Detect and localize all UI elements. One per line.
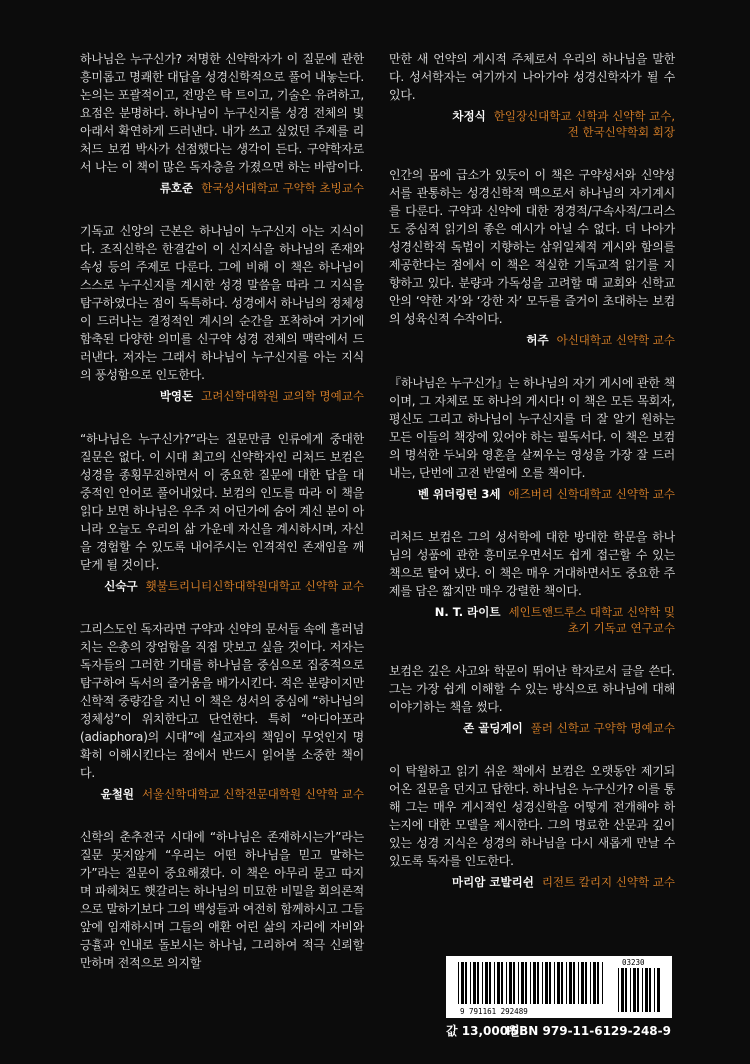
endorser-name: 존 골딩게이 bbox=[463, 721, 523, 735]
endorsement-text: 리처드 보컴은 그의 성서학에 대한 방대한 학문을 하나님의 성품에 관한 흥미로우면서도 쉽게 접근할 수 있는 책으로 탈여 냈다. 이 책은 매우 거대하면서도 중요한 주제를 담은 짧지만 매우 강렬한 책이다. bbox=[389, 530, 675, 598]
barcode-bar bbox=[645, 968, 648, 1012]
endorsement-attribution bbox=[389, 720, 675, 736]
endorser-name: 류호준 bbox=[159, 181, 194, 195]
endorsement-text: 인간의 몸에 급소가 있듯이 이 책은 구약성서와 신약성서를 관통하는 성경신학적 맥으로서 하나님의 자기계시를 다룬다. 구약과 신약에 대한 정경적/구속사적/그리스도 중심적 읽기의 좋은 예시가 아닐 수 없다. 더 나아가 성경신학적 독법이 지향하는 삼위일체적 게시와 함의를 제공한다는 점에서 이 책은 적실한 기독교적 읽기를 지향하고 있다. 분량과 가독성을 고려할 때 교회와 신학교 안의 ‘약한 자’와 ‘강한 자’ 모두를 즐거이 초대하는 보컴의 성육신적 수작이다. bbox=[389, 168, 675, 326]
barcode-bar bbox=[590, 962, 591, 1004]
endorsement-attribution bbox=[80, 578, 364, 594]
price-line bbox=[389, 1022, 675, 1040]
endorsement-text: 그리스도인 독자라면 구약과 신약의 문서들 속에 흘러넘치는 은총의 장엄함을 직접 맛보고 싶을 것이다. 저자는 독자들의 그러한 기대를 하나님을 중심으로 집중적으로 탐구하여 독서의 즐거움을 배가시킨다. 적은 분량이지만 신학적 중량감을 지닌 이 책은 성서의 중심에 “하나님의 정체성”이 위치한다고 단언한다. 특히 “아디아포라(adiaphora)의 시대”에 설교자의 책임이 무엇인지 명확히 이해시킨다는 점에서 반드시 읽어볼 소중한 책이다. bbox=[80, 622, 364, 780]
endorsement bbox=[389, 50, 675, 140]
barcode-digits: 9 791161 292489 bbox=[460, 1007, 528, 1016]
isbn: ISBN 979-11-6129-248-9 bbox=[506, 1024, 671, 1038]
barcode-bar bbox=[513, 962, 515, 1004]
barcode-bar bbox=[637, 968, 639, 1012]
endorser-title: 한국성서대학교 구약학 초빙교수 bbox=[201, 181, 364, 195]
endorser-title: 풀러 신학교 구약학 명예교수 bbox=[530, 721, 675, 735]
endorsement-attribution bbox=[389, 874, 675, 890]
endorser-name: 마리암 코발리쉰 bbox=[452, 875, 534, 889]
endorsement-text: 이 탁월하고 읽기 쉬운 책에서 보컴은 오랫동안 제기되어온 질문을 던지고 답한다. 하나님은 누구신가? 이를 통해 그는 매우 게시적인 성경신학을 어떻게 전개해야 하는지에 대한 모델을 제시한다. 그의 명료한 산문과 깊이 있는 성경 지식은 성경의 하나님을 다시 새롭게 만날 수 있도록 독자를 인도한다. bbox=[389, 764, 675, 868]
barcode-bar bbox=[494, 962, 495, 1004]
endorsement-text: 하나님은 누구신가? 저명한 신약학자가 이 질문에 관한 흥미롭고 명쾌한 대답을 성경신학적으로 풀어 내놓는다. 논의는 포괄적이고, 전망은 탁 트이고, 기술은 유려하고, 요점은 분명하다. 하나님이 누구신지를 성경 전체의 빛 아래서 확연하게 드러낸다. 내가 쓰고 싶었던 주제를 리처드 보컴 박사가 선점했다는 생각이 든다. 구약학자로서 나는 이 책이 많은 독자층을 가졌으면 하는 바람이다. bbox=[80, 52, 364, 174]
endorsement bbox=[80, 50, 364, 196]
barcode-bar bbox=[602, 962, 603, 1004]
right-column bbox=[389, 50, 675, 916]
endorser-title: 애즈버리 신학대학교 신약학 교수 bbox=[508, 487, 675, 501]
barcode-bar bbox=[642, 968, 643, 1012]
endorsement bbox=[389, 662, 675, 736]
endorser-title: 세인트앤드루스 대학교 신약학 및 bbox=[508, 605, 675, 619]
barcode-bar bbox=[525, 962, 527, 1004]
endorsement bbox=[389, 374, 675, 502]
barcode-bar bbox=[482, 962, 483, 1004]
endorsement-text: 『하나님은 누구신가』는 하나님의 자기 게시에 관한 책이며, 그 자체로 또 하나의 게시다! 이 책은 모든 목회자, 평신도 그리고 하나님이 누구신지를 더 잘 알기 원하는 모든 이들의 책장에 있어야 하는 필독서다. 이 책은 보컴의 명석한 두뇌와 영혼을 살찌우는 영성을 가장 잘 드러내는, 단번에 고전 반열에 오를 책이다. bbox=[389, 376, 675, 480]
barcode-bar bbox=[554, 962, 555, 1004]
endorser-title: 서울신학대학교 신학전문대학원 신약학 교수 bbox=[141, 787, 364, 801]
endorser-name: N. T. 라이트 bbox=[434, 605, 501, 619]
barcode-bar bbox=[581, 962, 584, 1004]
barcode-bar bbox=[557, 962, 560, 1004]
left-column bbox=[80, 50, 364, 998]
endorser-title: 한일장신대학교 신학과 신약학 교수, bbox=[493, 109, 675, 123]
endorsement bbox=[80, 828, 364, 972]
barcode-bar bbox=[461, 962, 464, 1004]
endorsement-attribution bbox=[80, 388, 364, 404]
barcode-bar bbox=[549, 962, 551, 1004]
endorser-title: 전 한국신약학회 회장 bbox=[567, 125, 675, 139]
endorser-title: 초기 기독교 연구교수 bbox=[567, 621, 675, 635]
endorser-name: 벤 위더링턴 3세 bbox=[417, 487, 501, 501]
barcode-bar bbox=[578, 962, 579, 1004]
barcode-bar bbox=[593, 962, 596, 1004]
barcode-bar bbox=[477, 962, 479, 1004]
barcode-bar bbox=[569, 962, 572, 1004]
endorser-name: 허주 bbox=[526, 333, 549, 347]
barcode-addon-bars bbox=[618, 968, 660, 1012]
endorsement bbox=[389, 528, 675, 636]
barcode-bar bbox=[485, 962, 488, 1004]
endorsement bbox=[80, 620, 364, 802]
endorsement-text: 만한 새 언약의 게시적 주체로서 우리의 하나님을 말한다. 성서학자는 여기까지 나아가야 성경신학자가 될 수 있다. bbox=[389, 52, 675, 102]
endorsement bbox=[389, 166, 675, 348]
barcode-bar bbox=[537, 962, 539, 1004]
barcode-bar bbox=[518, 962, 519, 1004]
barcode-bar bbox=[501, 962, 503, 1004]
endorsement-attribution bbox=[389, 108, 675, 140]
barcode-bar bbox=[657, 968, 660, 1012]
barcode-bar bbox=[573, 962, 575, 1004]
barcode-bar bbox=[470, 962, 471, 1004]
barcode-bar bbox=[509, 962, 512, 1004]
barcode-bar bbox=[618, 968, 619, 1012]
endorser-name: 박영돈 bbox=[159, 389, 194, 403]
barcode-addon-digits: 03230 bbox=[622, 958, 645, 967]
isbn-barcode bbox=[446, 956, 672, 1018]
endorsement-attribution bbox=[389, 486, 675, 502]
barcode-bar bbox=[473, 962, 476, 1004]
barcode-bar bbox=[530, 962, 531, 1004]
endorser-title: 고려신학대학원 교의학 명예교수 bbox=[201, 389, 364, 403]
endorsement-attribution bbox=[389, 604, 675, 636]
barcode-bar bbox=[521, 962, 524, 1004]
barcode-bar bbox=[649, 968, 651, 1012]
barcode-bar bbox=[633, 968, 636, 1012]
endorsement-attribution bbox=[80, 786, 364, 802]
barcode-bar bbox=[625, 968, 627, 1012]
endorsement-attribution bbox=[389, 332, 675, 348]
barcode-bar bbox=[458, 962, 459, 1004]
endorser-name: 신숙구 bbox=[104, 579, 138, 593]
barcode-bar bbox=[561, 962, 563, 1004]
barcode-bar bbox=[497, 962, 500, 1004]
barcode-graphic bbox=[446, 956, 672, 1018]
endorser-title: 리전트 칼리지 신약학 교수 bbox=[541, 875, 675, 889]
endorsement-text: 기독교 신앙의 근본은 하나님이 누구신지 아는 지식이다. 조직신학은 한결같이 이 신지식을 하나님의 존재와 속성 등의 주제로 다룬다. 그에 비해 이 책은 하나님이 스스로 누구신지를 계시한 성경 말씀을 따라 그 지식을 탐구하였다는 점이 독특하다. 성경에서 하나님의 정체성이 드러나는 결정적인 계시의 순간을 포착하여 거기에 함축된 다양한 의미를 신구약 성경 전체의 맥락에서 드러낸다. 저자는 그래서 하나님이 누구신지를 아는 지식의 풍성함으로 인도한다. bbox=[80, 224, 364, 382]
barcode-bar bbox=[542, 962, 543, 1004]
barcode-bar bbox=[465, 962, 467, 1004]
barcode-bar bbox=[630, 968, 631, 1012]
endorsement-text: “하나님은 누구신가?”라는 질문만큼 인류에게 중대한 질문은 없다. 이 시대 최고의 신약학자인 리처드 보컴은 성경을 종횡무진하면서 이 중요한 질문에 대한 답을 대중적인 언어로 풀어내었다. 보컴의 인도를 따라 이 책을 읽다 보면 하나님은 우주 저 어딘가에 숨어 계신 분이 아니라 오늘도 우리의 삶 가운데 자신을 계시하시며, 자신을 경험할 수 있도록 내어주시는 인격적인 존재임을 깨닫게 될 것이다. bbox=[80, 432, 364, 572]
endorsement-attribution bbox=[80, 180, 364, 196]
barcode-bar bbox=[597, 962, 599, 1004]
barcode-bar bbox=[506, 962, 507, 1004]
barcode-bar bbox=[533, 962, 536, 1004]
barcode-bar bbox=[585, 962, 587, 1004]
endorser-title: 아신대학교 신약학 교수 bbox=[556, 333, 675, 347]
barcode-bar bbox=[489, 962, 491, 1004]
endorsement bbox=[80, 222, 364, 404]
endorser-name: 윤철원 bbox=[100, 787, 134, 801]
barcode-bar bbox=[566, 962, 567, 1004]
endorser-name: 차정식 bbox=[452, 109, 486, 123]
endorsement-text: 신학의 춘추전국 시대에 “하나님은 존재하시는가”라는 질문 못지않게 “우리는 어떤 하나님을 믿고 말하는가”라는 질문이 중요해졌다. 이 책은 아무리 묻고 따지며 파헤쳐도 햇갈리는 하나님의 미묘한 비밀을 회의론적으로 말하기보다 그의 백성들과 여전히 함께하시고 그들 앞에 임재하시며 그들의 애환 어린 삶의 자리에 자비와 긍휼과 인내로 돌보시는 하나님, 그리하여 적극 신뢰할 만하며 전적으로 의지할 bbox=[80, 830, 364, 970]
endorser-title: 횃불트리니티신학대학원대학교 신약학 교수 bbox=[145, 579, 364, 593]
endorsement bbox=[389, 762, 675, 890]
barcode-bar bbox=[654, 968, 655, 1012]
endorsement bbox=[80, 430, 364, 594]
price: 값 13,000원 bbox=[446, 1024, 520, 1038]
barcode-bar bbox=[545, 962, 548, 1004]
barcode-bar bbox=[621, 968, 624, 1012]
barcode-bars bbox=[458, 962, 603, 1004]
endorsement-text: 보컴은 깊은 사고와 학문이 뛰어난 학자로서 글을 쓴다. 그는 가장 쉽게 이해할 수 있는 방식으로 하나님에 대해 이야기하는 책을 썼다. bbox=[389, 664, 675, 714]
